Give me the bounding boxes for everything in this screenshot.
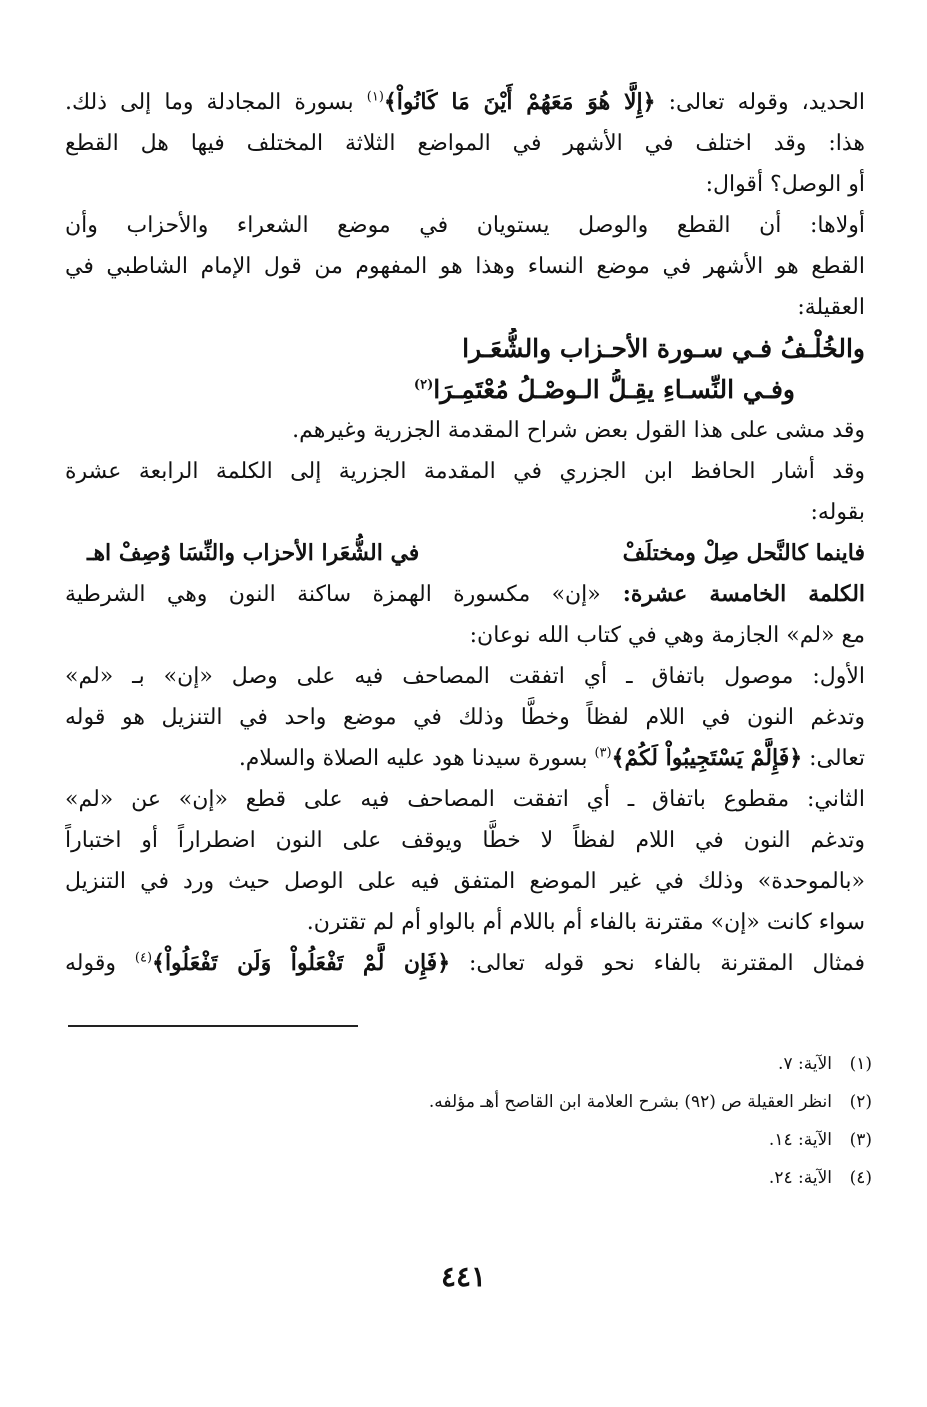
quran-verse: ﴿فَإِن لَّمْ تَفْعَلُواْ وَلَن تَفْعَلُواْ﴾: [152, 950, 451, 976]
footnote-text: الآية: ٢٤.: [768, 1168, 832, 1188]
text-line: وتدغم النون في اللام لفظاً لا خطًّا ويوقف على النون اضطراراً أو اختباراً: [65, 828, 865, 853]
text-line: بقوله:: [810, 500, 865, 525]
line-text: تعالى:: [802, 746, 865, 771]
hemistich-second: في الشُّعَرا الأحزاب والنِّسَا وُصِفْ اهـ: [87, 540, 420, 566]
footnote-number: (٢): [849, 1092, 872, 1112]
text-line: العقيلة:: [797, 295, 865, 320]
quran-verse: ﴿إِلَّا هُوَ مَعَهُمْ أَيْنَ مَا كَانُواْ﴾: [383, 89, 656, 115]
text-line: «بالموحدة» وذلك في غير الموضع المتفق فيه على الوصل حيث ورد في التنزيل: [65, 869, 865, 894]
text-line: وقد أشار الحافظ ابن الجزري في المقدمة الجزرية إلى الكلمة الرابعة عشرة: [65, 459, 865, 484]
footnote-text: انظر العقيلة ص (٩٢) بشرح العلامة ابن القاصح أهـ مؤلفه.: [428, 1092, 832, 1112]
text-line: القطع هو الأشهر في موضع النساء وهذا هو المفهوم من قول الإمام الشاطبي في: [65, 254, 865, 279]
line-text: بسورة سيدنا هود عليه الصلاة والسلام.: [238, 746, 595, 771]
line-text: «إن» مكسورة الهمزة ساكنة النون وهي الشرطية: [65, 582, 601, 607]
footnote-number: (١): [849, 1054, 872, 1074]
footnote: [372, 1045, 872, 1083]
text-line: [65, 82, 865, 123]
line-text: الحديد، وقوله تعالى:: [655, 90, 865, 115]
footnote-ref: (٢): [413, 377, 434, 393]
poem-text: وفـي النِّسـاءِ يقِـلُّ الـوصْـلُ مُعْتَمِـرَا: [433, 375, 795, 404]
footnote-number: (٤): [849, 1168, 872, 1188]
line-text: وقوله: [65, 951, 135, 976]
footnote-text: الآية: ١٤.: [768, 1130, 832, 1150]
poem-line: والخُلْـفُ فـي سـورة الأحـزاب والشُّعَـرا: [462, 334, 865, 363]
footnote-text: الآية: ٧.: [778, 1054, 832, 1074]
footnote-separator: [68, 1025, 358, 1027]
text-line: أولاها: أن القطع والوصل يستويان في موضع الشعراء والأحزاب وأن: [65, 213, 865, 238]
footnote-ref: (١): [366, 89, 384, 105]
line-text: فمثال المقترنة بالفاء نحو قوله تعالى:: [450, 951, 865, 976]
text-line: وقد مشى على هذا القول بعض شراح المقدمة الجزرية وغيرهم.: [292, 418, 865, 443]
poem-line: [65, 369, 865, 410]
main-text: [65, 82, 865, 984]
footnote-ref: (٤): [134, 950, 153, 966]
footnote: [372, 1121, 872, 1159]
footnotes: [372, 1045, 872, 1197]
text-line: [65, 574, 865, 615]
quran-verse: ﴿فَإِلَّمْ يَسْتَجِيبُواْ لَكُمْ﴾: [611, 745, 803, 771]
text-line: هذا: وقد اختلف في الأشهر في المواضع الثلاثة المختلف فيها هل القطع: [65, 131, 865, 156]
text-line: [65, 738, 865, 779]
footnote-ref: (٣): [594, 745, 612, 761]
page-number: ٤٤١: [440, 1260, 487, 1293]
text-line: [65, 943, 865, 984]
text-line: سواء كانت «إن» مقترنة بالفاء أم باللام أم بالواو أم لم تقترن.: [306, 910, 865, 935]
text-line: الثاني: مقطوع باتفاق ـ أي اتفقت المصاحف فيه على قطع «إن» عن «لم»: [65, 787, 865, 812]
couplet-line: [65, 533, 865, 574]
footnote: [372, 1083, 872, 1121]
footnote: [372, 1159, 872, 1197]
text-line: أو الوصل؟ أقوال:: [705, 172, 865, 197]
footnote-number: (٣): [849, 1130, 872, 1150]
text-line: مع «لم» الجازمة وهي في كتاب الله نوعان:: [469, 623, 865, 648]
section-heading: الكلمة الخامسة عشرة:: [600, 581, 865, 607]
line-text: بسورة المجادلة وما إلى ذلك.: [65, 90, 367, 115]
hemistich-first: فاينما كالنَّحل صِلْ ومختلَفْ: [622, 540, 865, 566]
text-line: وتدغم النون في اللام لفظاً وخطًّا وذلك في موضع واحد في التنزيل هو قوله: [65, 705, 865, 730]
text-line: الأول: موصول باتفاق ـ أي اتفقت المصاحف فيه على وصل «إن» بـ «لم»: [65, 664, 865, 689]
